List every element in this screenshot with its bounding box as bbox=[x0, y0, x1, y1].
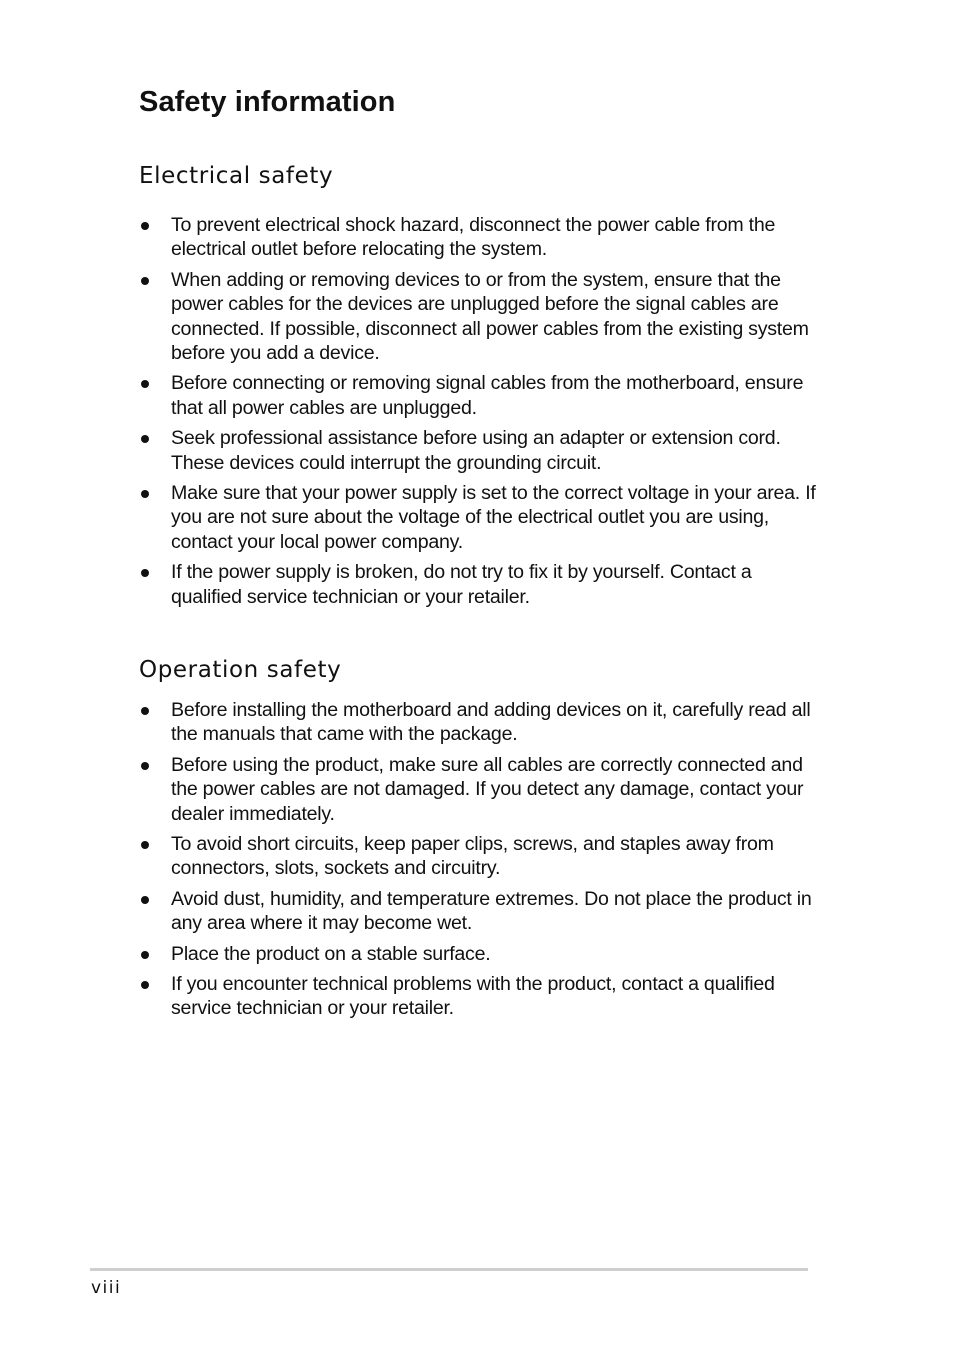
list-item bbox=[139, 832, 819, 881]
bullet-icon bbox=[141, 841, 149, 849]
bullet-icon bbox=[141, 981, 149, 989]
list-item-text: Before installing the motherboard and adding devices on it, carefully read all the manuals that came with the package. bbox=[171, 699, 811, 746]
list-item bbox=[139, 753, 819, 826]
list-item bbox=[139, 972, 819, 1021]
bullet-icon bbox=[141, 222, 149, 230]
list-item bbox=[139, 371, 819, 420]
list-item bbox=[139, 942, 819, 966]
list-item bbox=[139, 481, 819, 554]
bullet-icon bbox=[141, 951, 149, 959]
footer-divider bbox=[90, 1268, 808, 1271]
list-item-text: Place the product on a stable surface. bbox=[171, 942, 491, 965]
bullet-icon bbox=[141, 569, 149, 577]
electrical-safety-list bbox=[139, 213, 819, 609]
list-item bbox=[139, 560, 819, 609]
bullet-icon bbox=[141, 277, 149, 285]
operation-safety-list bbox=[139, 698, 819, 1021]
bullet-icon bbox=[141, 896, 149, 904]
bullet-icon bbox=[141, 490, 149, 498]
list-item-text: Seek professional assistance before using an adapter or extension cord. These devices could interrupt the grounding circuit. bbox=[171, 427, 781, 474]
page-title: Safety information bbox=[139, 86, 396, 118]
list-item-text: Before using the product, make sure all cables are correctly connected and the power cables are not damaged. If you detect any damage, contact your dealer immediately. bbox=[171, 753, 804, 825]
bullet-icon bbox=[141, 380, 149, 388]
list-item bbox=[139, 887, 819, 936]
list-item-text: To avoid short circuits, keep paper clips, screws, and staples away from connectors, slots, sockets and circuitry. bbox=[171, 833, 774, 880]
list-item-text: Before connecting or removing signal cables from the motherboard, ensure that all power cables are unplugged. bbox=[171, 372, 804, 419]
bullet-icon bbox=[141, 707, 149, 715]
list-item-text: When adding or removing devices to or from the system, ensure that the power cables for the devices are unplugged before the signal cables are connected. If possible, disconnect all power cables from the existing system before you add a device. bbox=[171, 268, 809, 365]
bullet-icon bbox=[141, 762, 149, 770]
section-operation-safety bbox=[139, 654, 819, 1027]
bullet-icon bbox=[141, 435, 149, 443]
list-item-text: If you encounter technical problems with the product, contact a qualified service technician or your retailer. bbox=[171, 973, 775, 1020]
section-heading-electrical-safety: Electrical safety bbox=[139, 163, 334, 189]
list-item-text: Make sure that your power supply is set to the correct voltage in your area. If you are not sure about the voltage of the electrical outlet you are using, contact your local power company. bbox=[171, 482, 816, 553]
list-item bbox=[139, 268, 819, 366]
page-number: viii bbox=[91, 1278, 122, 1298]
section-heading-operation-safety: Operation safety bbox=[139, 657, 342, 683]
list-item bbox=[139, 426, 819, 475]
list-item-text: To prevent electrical shock hazard, disconnect the power cable from the electrical outlet before relocating the system. bbox=[171, 214, 776, 261]
list-item bbox=[139, 213, 819, 262]
list-item-text: If the power supply is broken, do not try to fix it by yourself. Contact a qualified service technician or your retailer. bbox=[171, 561, 752, 608]
list-item bbox=[139, 698, 819, 747]
list-item-text: Avoid dust, humidity, and temperature extremes. Do not place the product in any area where it may become wet. bbox=[171, 887, 812, 935]
section-electrical-safety bbox=[139, 160, 819, 615]
